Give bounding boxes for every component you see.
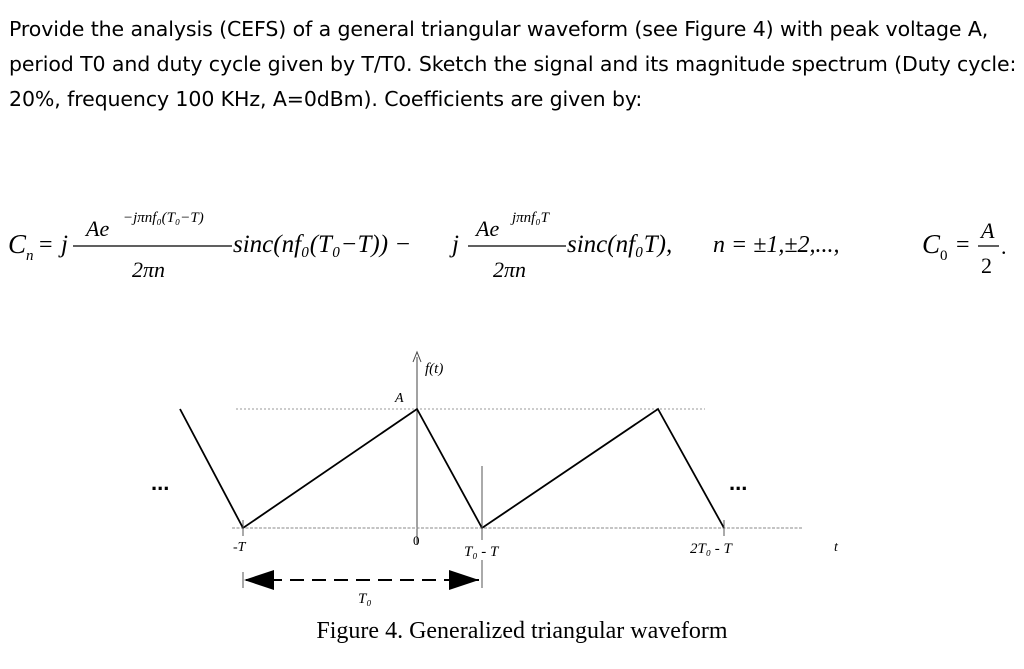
sinc-term-1: sinc(nf₀(T₀−T)) − [233,231,412,258]
f-of-t-label: f(t) [425,361,444,377]
t-label: t [834,540,838,555]
waveform-figure [151,352,839,607]
dots-right: ... [729,470,748,495]
denominator-2: 2πn [493,257,527,282]
numerator-2-exponent: jπnf₀T [512,210,549,226]
minus-T-label: -T [233,540,246,555]
c0-subscript: 0 [940,248,948,264]
problem-line-3: 20%, frequency 100 KHz, A=0dBm). Coefficients are given by: [9,87,643,111]
T0-minus-T-label: T₀ - T [464,544,499,560]
dots-left: ... [151,470,170,495]
period-T0-label: T₀ [358,591,372,607]
cn-symbol: C [8,229,27,259]
c0-symbol: C [922,229,941,259]
sinc-term-2: sinc(nf₀T), [567,231,673,258]
2T0-minus-T-label: 2T₀ - T [690,541,732,557]
problem-line-1: Provide the analysis (CEFS) of a general triangular waveform (see Figure 4) with peak voltage A, [9,17,989,41]
numerator-1-exponent: −jπnf₀(T₀−T) [123,210,204,226]
c0-period: . [1001,234,1007,259]
numerator-1-A: Ae [86,216,110,241]
coefficient-equation [8,210,1007,282]
c0-equals: = [956,232,970,258]
j-factor-2: j [452,231,459,258]
peak-A-label: A [395,391,404,406]
numerator-2-A: Ae [476,216,500,241]
cn-equals: = [39,232,53,258]
c0-denominator: 2 [981,253,992,278]
n-range: n = ±1,±2,..., [713,232,840,258]
origin-label: 0 [413,533,420,548]
figure-caption: Figure 4. Generalized triangular waveform [316,618,728,644]
j-factor-1: j [61,231,68,258]
triangular-waveform [180,409,724,528]
c0-numerator: A [981,218,995,243]
denominator-1: 2πn [132,257,166,282]
cn-subscript: n [26,248,34,264]
problem-line-2: period T0 and duty cycle given by T/T0. Sketch the signal and its magnitude spectrum (Duty cycle: [9,52,1017,76]
